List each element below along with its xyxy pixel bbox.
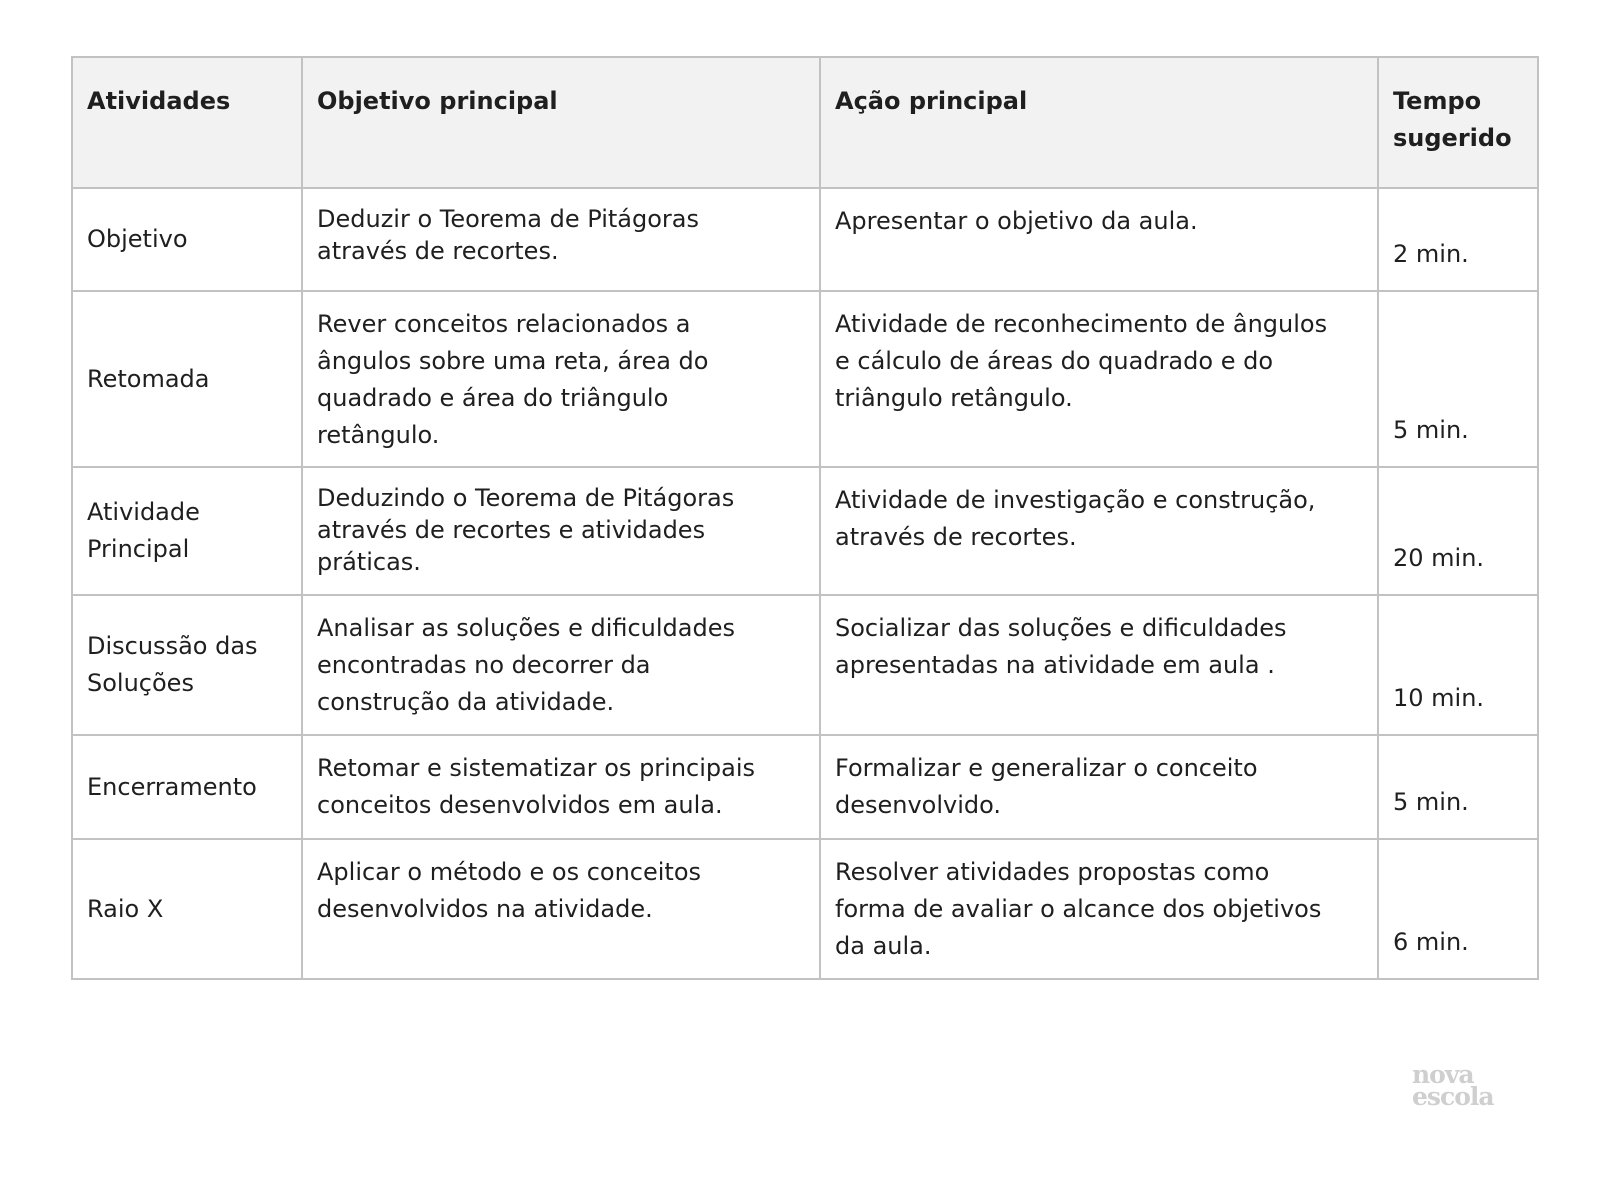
table-row [72, 839, 1538, 979]
table-row [72, 595, 1538, 735]
time-cell: 5 min. [1378, 735, 1538, 839]
action-cell: Formalizar e generalizar o conceito desenvolvido. [820, 735, 1378, 839]
objective-cell: Rever conceitos relacionados a ângulos sobre uma reta, área do quadrado e área do triângulo retângulo. [302, 291, 820, 467]
action-cell: Atividade de reconhecimento de ângulos e cálculo de áreas do quadrado e do triângulo retângulo. [820, 291, 1378, 467]
logo-line-2: escola [1412, 1082, 1494, 1111]
table-row [72, 188, 1538, 291]
time-cell: 6 min. [1378, 839, 1538, 979]
objective-cell: Aplicar o método e os conceitos desenvolvidos na atividade. [302, 839, 820, 979]
activity-cell: Objetivo [72, 188, 302, 291]
objective-cell: Deduzindo o Teorema de Pitágoras através de recortes e atividades práticas. [302, 467, 820, 595]
time-cell: 2 min. [1378, 188, 1538, 291]
action-cell: Socializar das soluções e dificuldades apresentadas na atividade em aula . [820, 595, 1378, 735]
header-atividades: Atividades [72, 57, 302, 188]
lesson-plan-table [71, 56, 1539, 980]
action-cell: Atividade de investigação e construção, através de recortes. [820, 467, 1378, 595]
action-cell: Apresentar o objetivo da aula. [820, 188, 1378, 291]
header-objetivo-principal: Objetivo principal [302, 57, 820, 188]
activity-cell: Raio X [72, 839, 302, 979]
table-header-row [72, 57, 1538, 188]
activity-cell: Encerramento [72, 735, 302, 839]
objective-cell: Analisar as soluções e dificuldades encontradas no decorrer da construção da atividade. [302, 595, 820, 735]
objective-cell: Deduzir o Teorema de Pitágoras através de recortes. [302, 188, 820, 291]
logo-line-1: nova [1412, 1060, 1474, 1089]
time-cell: 20 min. [1378, 467, 1538, 595]
activity-cell: Discussão das Soluções [72, 595, 302, 735]
activity-cell: Retomada [72, 291, 302, 467]
header-tempo-sugerido: Tempo sugerido [1378, 57, 1538, 188]
nova-escola-logo [1412, 1060, 1512, 1111]
action-cell: Resolver atividades propostas como forma de avaliar o alcance dos objetivos da aula. [820, 839, 1378, 979]
header-acao-principal: Ação principal [820, 57, 1378, 188]
table-row [72, 291, 1538, 467]
table-row [72, 467, 1538, 595]
activity-cell: Atividade Principal [72, 467, 302, 595]
time-cell: 5 min. [1378, 291, 1538, 467]
table-row [72, 735, 1538, 839]
objective-cell: Retomar e sistematizar os principais conceitos desenvolvidos em aula. [302, 735, 820, 839]
time-cell: 10 min. [1378, 595, 1538, 735]
